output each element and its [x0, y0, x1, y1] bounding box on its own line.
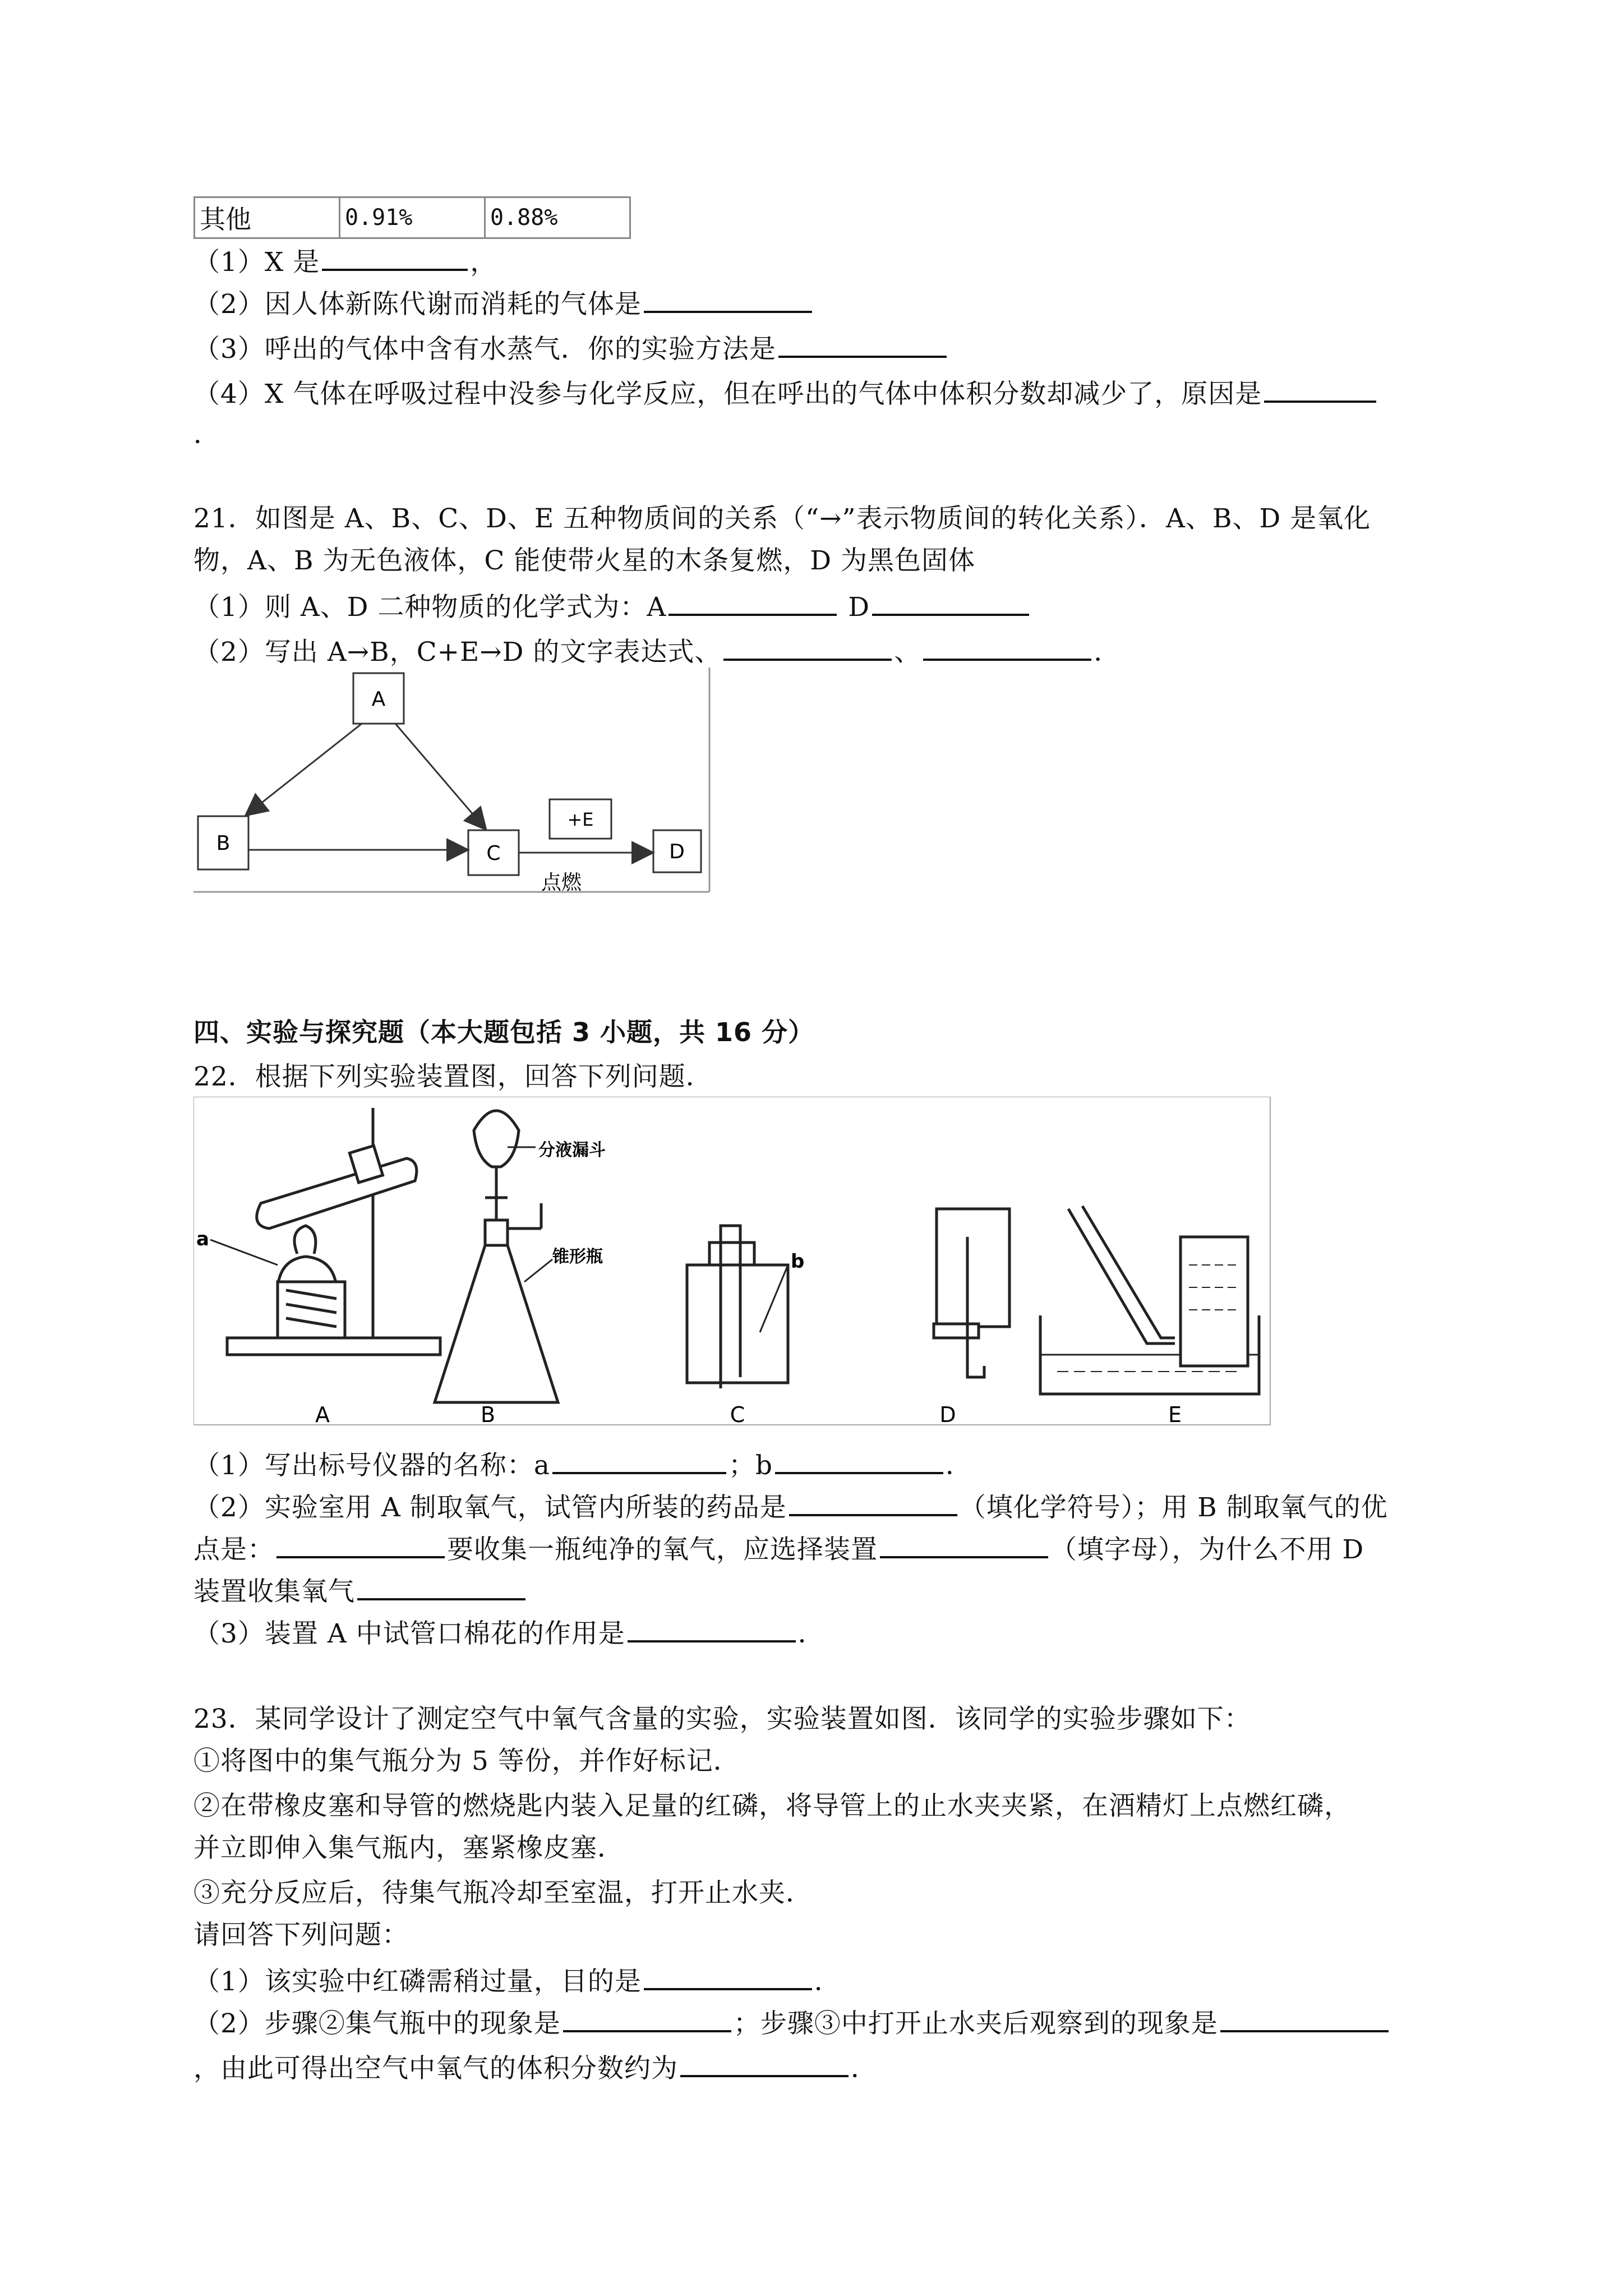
node-d-label: D: [669, 840, 685, 863]
node-e-label: +E: [567, 809, 594, 830]
q23-sub2-mid: ；步骤③中打开止水夹后观察到的现象是: [733, 2008, 1218, 2039]
q23-step1: ①将图中的集气瓶分为 5 等份，并作好标记．: [193, 1746, 740, 1777]
q23-sub2-cont-end: ．: [851, 2053, 878, 2084]
answer-blank[interactable]: [778, 331, 947, 358]
q23-sub2-cont-text: ，由此可得出空气中氧气的体积分数约为: [193, 2053, 678, 2084]
q20-sub1: [193, 244, 497, 279]
table-row: [195, 197, 630, 238]
label-apparatus-b: B: [480, 1402, 496, 1427]
q21-sub1: [193, 589, 1031, 624]
apparatus-d: [934, 1209, 1009, 1377]
q20-sub3-text: （3）呼出的气体中含有水蒸气．你的实验方法是: [193, 334, 776, 365]
answer-blank[interactable]: [668, 589, 837, 616]
q20-sub4-text: （4）X 气体在呼吸过程中没参与化学反应，但在呼出的气体中体积分数却减少了，原因是: [193, 379, 1262, 409]
q21-sub2-sep: 、: [894, 637, 921, 668]
q22-sub2-line3: [193, 1573, 528, 1609]
q22-sub2-text: （2）实验室用 A 制取氧气，试管内所装的药品是: [193, 1492, 787, 1523]
q20-sub1-text: （1）X 是: [193, 247, 320, 278]
answer-blank[interactable]: [276, 1531, 445, 1558]
q22-sub2-post: （填化学符号）；用 B 制取氧气的优: [959, 1492, 1388, 1523]
answer-blank[interactable]: [644, 286, 812, 313]
label-apparatus-c: C: [730, 1402, 745, 1427]
q22-sub3-text: （3）装置 A 中试管口棉花的作用是: [193, 1618, 625, 1649]
q22-sub1-text: （1）写出标号仪器的名称：a: [193, 1450, 550, 1481]
q20-sub3: [193, 331, 949, 366]
answer-blank[interactable]: [322, 244, 468, 271]
q23-prompt: 请回答下列问题：: [193, 1920, 409, 1950]
label-a: a: [196, 1228, 209, 1250]
answer-blank[interactable]: [628, 1616, 796, 1642]
q22-apparatus-figure: [193, 1097, 1273, 1428]
arrow-a-b: [247, 724, 362, 815]
q22-sub2-l3: 装置收集氧气: [193, 1576, 355, 1607]
answer-blank[interactable]: [723, 634, 892, 661]
q21-sub1-text: （1）则 A、D 二种物质的化学式为：A: [193, 592, 667, 623]
q23-sub2-text: （2）步骤②集气瓶中的现象是: [193, 2008, 561, 2039]
q22-sub2-l2-pre: 点是：: [193, 1534, 274, 1565]
q21-line1: 21．如图是 A、B、C、D、E 五种物质间的关系（“→”表示物质间的转化关系）．A、B、D 是氧化: [193, 503, 1371, 534]
section4-heading: 四、实验与探究题（本大题包括 3 小题，共 16 分）: [193, 1017, 815, 1047]
q22-sub3-end: ．: [797, 1618, 825, 1649]
q23-line1: 23．某同学设计了测定空气中氧气含量的实验，实验装置如图．该同学的实验步骤如下：: [193, 1704, 1251, 1734]
q21-relation-diagram: [193, 668, 715, 898]
q22-sub2-line1: [193, 1489, 1388, 1525]
q23-sub2-cont: [193, 2050, 878, 2086]
answer-blank[interactable]: [1220, 2005, 1389, 2032]
q23-sub1-end: ．: [814, 1966, 841, 1997]
q21-line2: 物，A、B 为无色液体，C 能使带火星的木条复燃，D 为黑色固体: [193, 545, 975, 576]
node-c-label: C: [486, 842, 501, 865]
q23-sub1-text: （1）该实验中红磷需稍过量，目的是: [193, 1966, 642, 1997]
label-apparatus-a: A: [315, 1402, 330, 1427]
answer-blank[interactable]: [680, 2050, 849, 2077]
ignite-label: 点燃: [541, 871, 582, 894]
arrow-a-c: [395, 724, 485, 829]
label-b: b: [791, 1250, 805, 1273]
q20-sub2: [193, 286, 814, 321]
answer-blank[interactable]: [563, 2005, 731, 2032]
answer-blank[interactable]: [880, 1531, 1048, 1558]
answer-blank[interactable]: [923, 634, 1091, 661]
answer-blank[interactable]: [357, 1573, 525, 1600]
answer-blank[interactable]: [552, 1447, 726, 1474]
q22-title: 22．根据下列实验装置图，回答下列问题．: [193, 1061, 713, 1092]
q20-sub4: [193, 376, 1378, 411]
q22-sub2-line2: [193, 1531, 1364, 1567]
q20-sub2-text: （2）因人体新陈代谢而消耗的气体是: [193, 289, 642, 320]
q22-sub2-l2-mid: 要收集一瓶纯净的氧气，应选择装置: [447, 1534, 878, 1565]
answer-blank[interactable]: [872, 589, 1029, 616]
q23-sub1: [193, 1963, 841, 1999]
q22-sub1: [193, 1447, 972, 1483]
label-apparatus-e: E: [1168, 1402, 1182, 1427]
answer-blank[interactable]: [775, 1447, 943, 1474]
apparatus-c: [687, 1226, 788, 1388]
table-cell-exhaled: 0.88%: [485, 197, 630, 238]
answer-blank[interactable]: [789, 1489, 957, 1516]
q22-sub3: [193, 1616, 825, 1651]
q23-sub2: [193, 2005, 1391, 2041]
answer-blank[interactable]: [1264, 376, 1376, 403]
apparatus-a: [210, 1108, 440, 1355]
table-cell-label: 其他: [195, 197, 340, 238]
answer-blank[interactable]: [644, 1963, 812, 1990]
q20-sub4-end: ．: [193, 419, 220, 450]
node-b-label: B: [216, 832, 230, 855]
node-a-label: A: [371, 688, 386, 711]
q23-step2-cont: 并立即伸入集气瓶内，塞紧橡皮塞．: [193, 1833, 624, 1864]
label-funnel: 分液漏斗: [538, 1140, 606, 1160]
q23-step3: ③充分反应后，待集气瓶冷却至室温，打开止水夹．: [193, 1878, 813, 1908]
q22-sub1-end: ．: [946, 1450, 973, 1481]
composition-table: [193, 196, 631, 239]
table-cell-inhaled: 0.91%: [340, 197, 485, 238]
q23-step2: ②在带橡皮塞和导管的燃烧匙内装入足量的红磷，将导管上的止水夹夹紧，在酒精灯上点燃红磷，: [193, 1791, 1351, 1821]
q22-sub1-mid: ；b: [728, 1450, 773, 1481]
q22-sub2-l2-post: （填字母），为什么不用 D: [1050, 1534, 1364, 1565]
q21-sub1-d: D: [848, 592, 870, 623]
label-flask: 锥形瓶: [552, 1247, 603, 1267]
q21-sub2-text: （2）写出 A→B，C+E→D 的文字表达式、: [193, 637, 722, 668]
q20-sub1-punct: ，: [470, 247, 497, 278]
q21-sub2: [193, 634, 1121, 669]
label-apparatus-d: D: [939, 1402, 956, 1427]
apparatus-e: [1040, 1206, 1259, 1394]
q21-sub2-end: ．: [1094, 637, 1121, 668]
